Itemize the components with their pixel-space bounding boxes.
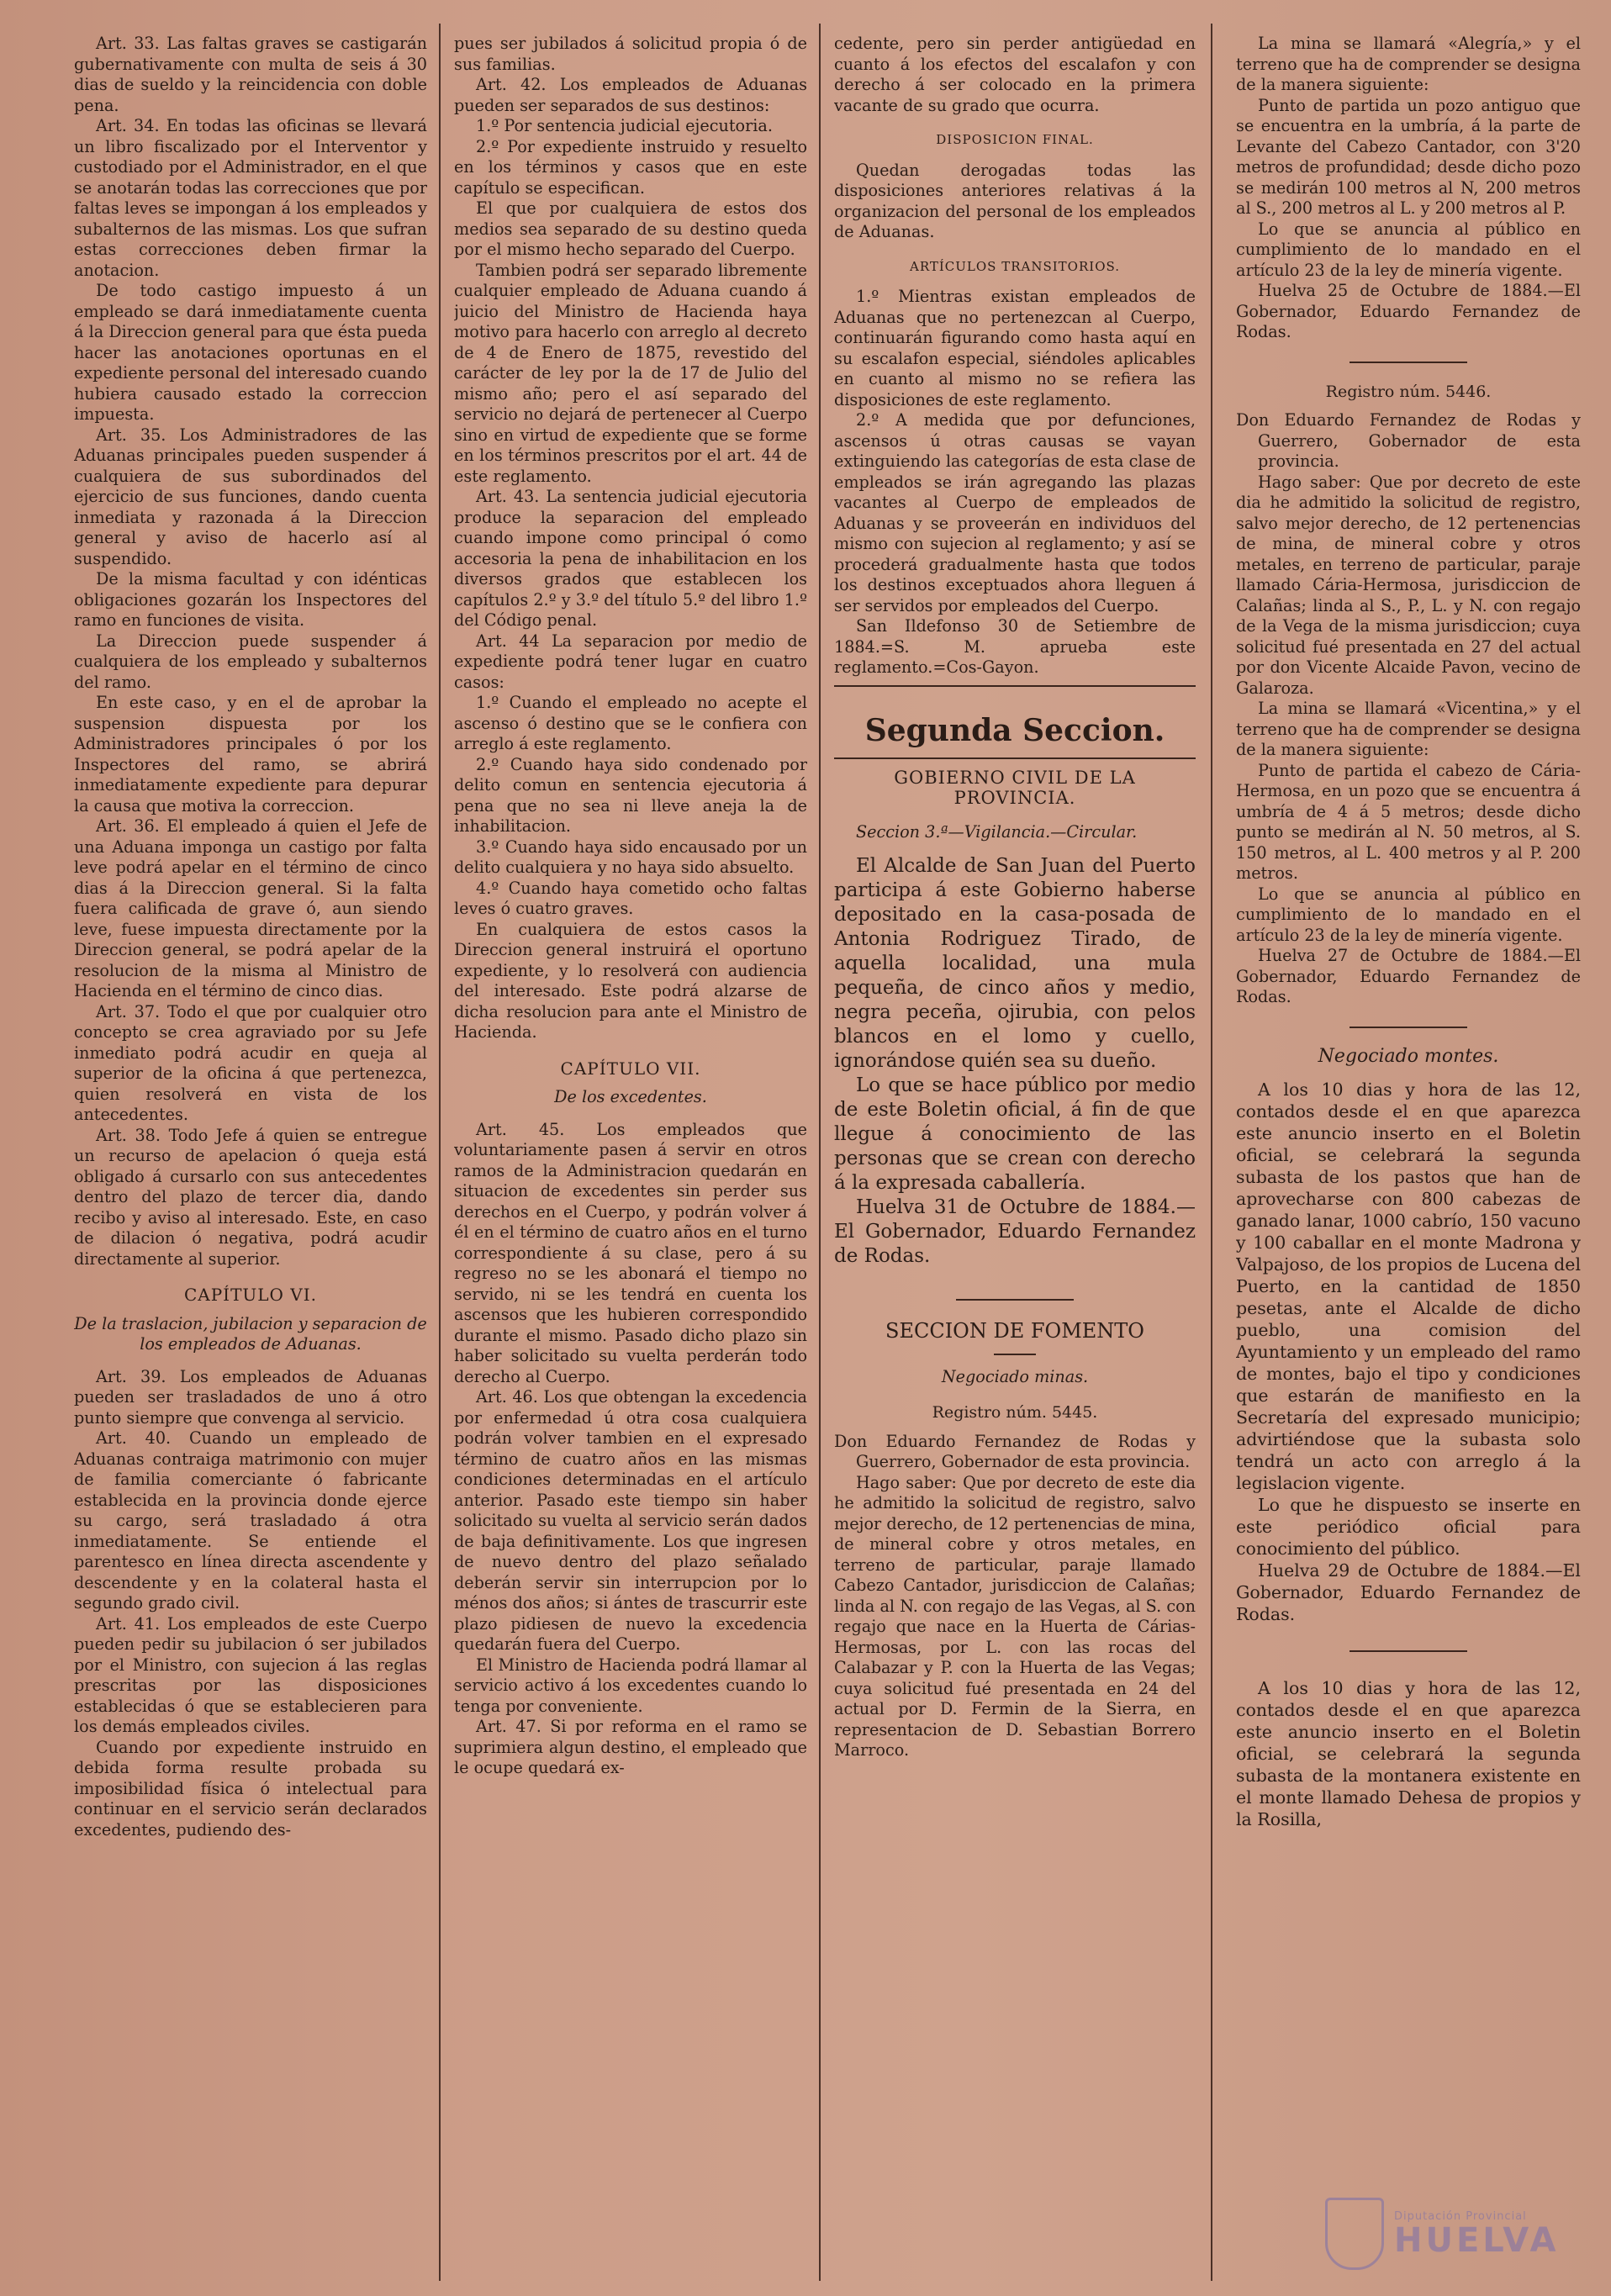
paragraph: De la misma facultad y con idénticas obligaciones gozarán los Inspectores del ramo en funciones de visita. bbox=[74, 569, 427, 630]
chapter-title: CAPÍTULO VII. bbox=[560, 1058, 701, 1079]
watermark-line2: HUELVA bbox=[1394, 2220, 1560, 2260]
paragraph: En este caso, y en el de aprobar la suspension dispuesta por los Administradores principales ó por los Inspectores del ramo, se abrirá inmediatamente expediente para depurar la causa que motiva la correccion. bbox=[74, 693, 427, 815]
paragraph: Huelva 25 de Octubre de 1884.—El Gobernador, Eduardo Fernandez de Rodas. bbox=[1236, 281, 1581, 341]
paragraph: Hago saber: Que por decreto de este dia he admitido la solicitud de registro, salvo mejor derecho, de 12 pertenencias de mina, de mineral cobre y otros metales, en terreno de particular, paraje llamado Cária-Hermosa, jurisdiccion de Calañas; linda al S., P., L. y N. con regajo de la Vega de la misma jurisdiccion; cuya solicitud fué presentada en 27 del actual por don Vicente Alcaide Pavon, vecino de Galaroza. bbox=[1236, 472, 1581, 698]
paragraph: Art. 47. Si por reforma en el ramo se suprimiera algun destino, el empleado que le ocupe quedará ex- bbox=[454, 1717, 807, 1777]
column-rule bbox=[819, 24, 821, 2281]
paragraph: 3.º Cuando haya sido encausado por un delito cualquiera y no haya sido absuelto. bbox=[454, 837, 807, 877]
column-rule bbox=[439, 24, 441, 2281]
paragraph: La mina se llamará «Vicentina,» y el terreno que ha de comprender se designa de la manera siguiente: bbox=[1236, 699, 1581, 759]
divider bbox=[994, 1354, 1036, 1355]
paragraph: Cuando por expediente instruido en debida forma resulte probada su imposibilidad física ó intelectual para continuar en el servicio serán declarados excedentes, pudiendo des- bbox=[74, 1737, 427, 1839]
paragraph: De todo castigo impuesto á un empleado se dará inmediatamente cuenta á la Direccion general para que ésta pueda hacer las anotaciones oportunas en el expediente personal del interesado cuando hubiera causado estado la correccion impuesta. bbox=[74, 281, 427, 424]
divider bbox=[956, 1299, 1074, 1301]
paragraph: Art. 33. Las faltas graves se castigarán gubernativamente con multa de seis á 30 dias de sueldo y la reincidencia con doble pena. bbox=[74, 34, 427, 115]
paragraph: Huelva 29 de Octubre de 1884.—El Gobernador, Eduardo Fernandez de Rodas. bbox=[1236, 1560, 1581, 1624]
column-3 bbox=[834, 34, 1196, 2279]
paragraph: Art. 35. Los Administradores de las Aduanas principales pueden suspender á cualquiera de sus subordinados del ejercicio de sus funciones, dando cuenta inmediata y razonada á la Direccion general y aviso de hacerlo así al suspendido. bbox=[74, 425, 427, 568]
divider bbox=[1350, 1650, 1467, 1652]
paragraph: 2.º Por expediente instruido y resuelto en los términos y casos que en este capítulo se especifican. bbox=[454, 136, 807, 198]
paragraph: 2.º Cuando haya sido condenado por delito comun en sentencia ejecutoria á pena que no sea ni lleve aneja la de inhabilitacion. bbox=[454, 754, 807, 836]
paragraph: Don Eduardo Fernandez de Rodas y Guerrero, Gobernador de esta provincia. bbox=[834, 1431, 1196, 1471]
column-rule bbox=[1211, 24, 1212, 2281]
paragraph: Don Eduardo Fernandez de Rodas y Guerrero, Gobernador de esta provincia. bbox=[1236, 410, 1581, 471]
paragraph: Lo que he dispuesto se inserte en este periódico oficial para conocimiento del público. bbox=[1236, 1495, 1581, 1559]
negociado-heading: Negociado minas. bbox=[941, 1366, 1089, 1386]
paragraph: Art. 44 La separacion por medio de expediente podrá tener lugar en cuatro casos: bbox=[454, 631, 807, 692]
paragraph: 1.º Mientras existan empleados de Aduanas que no pertenezcan al Cuerpo, continuarán figurando como hasta aquí en su escalafon especial, siéndoles aplicables en cuanto al mismo no se refiera las disposiciones de este reglamento. bbox=[834, 287, 1196, 409]
paragraph: Art. 41. Los empleados de este Cuerpo pueden pedir su jubilacion ó ser jubilados por el Ministro, con sujecion á las reglas prescritas por las disposiciones establecidas ó que se establecieren para los demás empleados civiles. bbox=[74, 1613, 427, 1736]
paragraph: La mina se llamará «Alegría,» y el terreno que ha de comprender se designa de la manera siguiente: bbox=[1236, 34, 1581, 94]
registro-heading: Registro núm. 5445. bbox=[932, 1403, 1098, 1422]
paragraph: 1.º Cuando el empleado no acepte el ascenso ó destino que se le confiera con arreglo á este reglamento. bbox=[454, 693, 807, 753]
paragraph: Art. 36. El empleado á quien el Jefe de una Aduana imponga un castigo por falta leve podrá apelar en el término de cinco dias á la Direccion general. Si la falta fuera calificada de grave ó, aun siendo leve, fuese impuesta directamente por la Direccion general, se podrá apelar de la resolucion de la misma al Ministro de Hacienda en el término de cinco dias. bbox=[74, 816, 427, 1000]
paragraph: Punto de partida un pozo antiguo que se encuentra en la umbría, á la parte de Levante del Cabezo Cantador, con 3'20 metros de profundidad; desde dicho pozo se medirán 100 metros al N, 200 metros al S., 200 metros al L. y 200 metros al P. bbox=[1236, 95, 1581, 218]
paragraph: Art. 45. Los empleados que voluntariamente pasen á servir en otros ramos de la Administracion quedarán en situacion de excedentes sin perder sus derechos en el Cuerpo, y podrán volver á él en el término de cuatro años en el turno correspondiente á su clase, pero á su regreso no se les abonará el tiempo no servido, ni se les tendrá en cuenta los ascensos que les hubieren correspondido durante el mismo. Pasado dicho plazo sin haber solicitado su vuelta perderán todo derecho al Cuerpo. bbox=[454, 1119, 807, 1386]
paragraph: Lo que se hace público por medio de este Boletin oficial, á fin de que llegue á conocimiento de las personas que se crean con derecho á la expresada caballería. bbox=[834, 1074, 1196, 1194]
paragraph: Art. 43. La sentencia judicial ejecutoria produce la separacion del empleado cuando impone como principal ó como accesoria la pena de inhabilitacion en los diversos grados que establecen los capítulos 2.º y 3.º del título 5.º del libro 1.º del Código penal. bbox=[454, 487, 807, 630]
section-heading: ARTÍCULOS TRANSITORIOS. bbox=[910, 258, 1120, 274]
column-4 bbox=[1236, 34, 1581, 2279]
watermark-line1: Diputación Provincial bbox=[1394, 2209, 1527, 2223]
paragraph: Quedan derogadas todas las disposiciones anteriores relativas á la organizacion del personal de los empleados de Aduanas. bbox=[834, 160, 1196, 241]
paragraph: 4.º Cuando haya cometido ocho faltas leves ó cuatro graves. bbox=[454, 878, 807, 918]
divider bbox=[1350, 1027, 1467, 1028]
paragraph: El Alcalde de San Juan del Puerto participa á este Gobierno haberse depositado en la casa-posada de Antonia Rodriguez Tirado, de aquella localidad, una mula pequeña, de cinco años y medio, negra peceña, ojirubia, con pelos blancos en el lomo y cuello, ignorándose quién sea su dueño. bbox=[834, 855, 1196, 1072]
paragraph: Tambien podrá ser separado libremente cualquier empleado de Aduana cuando á juicio del Ministro de Hacienda haya motivo para hacerlo con arreglo al decreto de 4 de Enero de 1875, revestido del carácter de ley por la de 17 de Julio del mismo año; pero el así separado del servicio no dejará de pertenecer al Cuerpo sino en virtud de expediente que se forme en los términos prescritos por el art. 44 de este reglamento. bbox=[454, 260, 807, 486]
divider bbox=[1350, 362, 1467, 363]
paragraph: Art. 40. Cuando un empleado de Aduanas contraiga matrimonio con mujer de familia comerciante ó fabricante establecida en la provincia donde ejerce su cargo, será trasladado á otra inmediatamente. Se entiende el parentesco en línea directa ascendente y descendente y en la colateral hasta el segundo grado civil. bbox=[74, 1428, 427, 1612]
divider bbox=[834, 685, 1196, 687]
paragraph: 1.º Por sentencia judicial ejecutoria. bbox=[476, 116, 773, 135]
paragraph: Huelva 27 de Octubre de 1884.—El Gobernador, Eduardo Fernandez de Rodas. bbox=[1236, 946, 1581, 1006]
paragraph: A los 10 dias y hora de las 12, contados desde el en que aparezca este anuncio inserto en el Boletin oficial, se celebrará la segunda subasta de los pastos que han de aprovecharse con 800 cabezas de ganado lanar, 1000 cabrío, 150 vacuno y 100 caballar en el monte Madrona y Valpajoso, de los propios de Lucena del Puerto, en la cantidad de 1850 pesetas, ante el Alcalde de dicho pueblo, una comision del Ayuntamiento y un empleado del ramo de montes, bajo el tipo y condiciones que estarán de manifiesto en la Secretaría del expresado municipio; advirtiéndose que la subasta solo tendrá un acto con arreglo á la legislacion vigente. bbox=[1236, 1079, 1581, 1493]
watermark-stamp bbox=[1325, 2195, 1561, 2272]
paragraph: Art. 34. En todas las oficinas se llevará un libro fiscalizado por el Interventor y custodiado por el Administrador, en el que se anotarán todas las correcciones que por faltas leves se impongan á los empleados y subalternos de las mismas. Los que sufran estas correcciones deben firmar la anotacion. bbox=[74, 116, 427, 280]
paragraph: pues ser jubilados á solicitud propia ó de sus familias. bbox=[454, 34, 807, 74]
section-heading: SECCION DE FOMENTO bbox=[885, 1319, 1144, 1343]
paragraph: El Ministro de Hacienda podrá llamar al servicio activo á los excedentes cuando lo tenga por conveniente. bbox=[454, 1655, 807, 1716]
negociado-heading: Negociado montes. bbox=[1318, 1045, 1499, 1067]
paragraph: Art. 38. Todo Jefe á quien se entregue un recurso de apelacion ó queja está obligado á cursarlo con sus antecedentes dentro del plazo de tercer dia, dando recibo y aviso al interesado. Este, en caso de dilacion ó negativa, podrá acudir directamente al superior. bbox=[74, 1125, 427, 1269]
paragraph: Lo que se anuncia al público en cumplimiento de lo mandado en el artículo 23 de la ley de minería vigente. bbox=[1236, 884, 1581, 945]
signature: Huelva 31 de Octubre de 1884.—El Gobernador, Eduardo Fernandez de Rodas. bbox=[834, 1196, 1196, 1267]
circular-heading: Seccion 3.ª—Vigilancia.—Circular. bbox=[856, 821, 1138, 842]
paragraph: Hago saber: Que por decreto de este dia he admitido la solicitud de registro, salvo mejor derecho, de 12 pertenencias de mina, de mineral cobre y otros metales, en terreno de particular, paraje llamado Cabezo Cantador, jurisdiccion de Calañas; linda al N. con regajo de las Vegas, al S. con regajo que nace en la Huerta de Cárias-Hermosas, por L. con las rocas del Calabazar y P. con la Huerta de las Vegas; cuya solicitud fué presentada en 24 del actual por D. Fermin de la Sierra, en representacion de D. Sebastian Borrero Marroco. bbox=[834, 1472, 1196, 1760]
paragraph: cedente, pero sin perder antigüedad en cuanto á los efectos del escalafon y con derecho á ser colocado en la primera vacante de su grado que ocurra. bbox=[834, 34, 1196, 115]
paragraph: San Ildefonso 30 de Setiembre de 1884.=S. M. aprueba este reglamento.=Cos-Gayon. bbox=[834, 616, 1196, 677]
paragraph: Art. 42. Los empleados de Aduanas pueden ser separados de sus destinos: bbox=[454, 75, 807, 115]
column-1 bbox=[74, 34, 427, 2279]
paragraph: Art. 37. Todo el que por cualquier otro concepto se crea agraviado por su Jefe inmediato podrá acudir en queja al superior de la oficina á que pertenezca, quien resolverá en vista de los antecedentes. bbox=[74, 1001, 427, 1124]
divider bbox=[834, 757, 1196, 759]
paragraph: Punto de partida el cabezo de Cária-Hermosa, en un pozo que se encuentra á umbría de 4 á 5 metros; desde dicho punto se medirán al N. 50 metros, al S. 150 metros, al L. 400 metros y al P. 200 metros. bbox=[1236, 760, 1581, 883]
chapter-subtitle: De la traslacion, jubilacion y separacion de los empleados de Aduanas. bbox=[74, 1313, 427, 1354]
registro-heading: Registro núm. 5446. bbox=[1325, 382, 1492, 401]
section-heading: DISPOSICION FINAL. bbox=[936, 132, 1094, 147]
paragraph: A los 10 dias y hora de las 12, contados desde el en que aparezca este anuncio inserto en el Boletin oficial, se celebrará la segunda subasta de la montanera existente en el monte llamado Dehesa de propios y la Rosilla, bbox=[1236, 1678, 1581, 1829]
paragraph: El que por cualquiera de estos dos medios sea separado de su destino queda por el mismo hecho separado del Cuerpo. bbox=[454, 198, 807, 259]
paragraph: Lo que se anuncia al público en cumplimiento de lo mandado en el artículo 23 de la ley de minería vigente. bbox=[1236, 219, 1581, 280]
paragraph: La Direccion puede suspender á cualquiera de los empleado y subalternos del ramo. bbox=[74, 631, 427, 692]
chapter-subtitle: De los excedentes. bbox=[554, 1087, 707, 1106]
section-title: Segunda Seccion. bbox=[864, 712, 1165, 748]
paragraph: En cualquiera de estos casos la Direccion general instruirá el oportuno expediente, y lo resolverá con audiencia del interesado. Este podrá alzarse de dicha resolucion para ante el Ministro de Hacienda. bbox=[454, 919, 807, 1042]
paragraph: Art. 46. Los que obtengan la excedencia por enfermedad ú otra cosa cualquiera podrán volver tambien en el expresado término de cuatro años en las mismas condiciones determinadas en el artículo anterior. Pasado este tiempo sin haber solicitado su vuelta al servicio serán dados de baja definitivamente. Los que ingresen de nuevo dentro del plazo señalado deberán servir sin interrupcion por lo ménos dos años; si ántes de trascurrir este plazo pidiesen de nuevo la excedencia quedarán fuera del Cuerpo. bbox=[454, 1387, 807, 1654]
paragraph: 2.º A medida que por defunciones, ascensos ú otras causas se vayan extinguiendo las categorías de esta clase de empleados se irán agregando las plazas vacantes al Cuerpo de empleados de Aduanas y se proveerán en individuos del mismo con sujecion al reglamento; y así se procederá gradualmente hasta que todos los destinos exceptuados ahora lleguen á ser servidos por empleados del Cuerpo. bbox=[834, 410, 1196, 615]
section-heading: GOBIERNO CIVIL DE LA PROVINCIA. bbox=[894, 767, 1136, 808]
shield-icon bbox=[1325, 2198, 1384, 2270]
chapter-title: CAPÍTULO VI. bbox=[183, 1285, 318, 1305]
column-2 bbox=[454, 34, 807, 2279]
paragraph: Art. 39. Los empleados de Aduanas pueden ser trasladados de uno á otro punto siempre que convenga al servicio. bbox=[74, 1366, 427, 1428]
